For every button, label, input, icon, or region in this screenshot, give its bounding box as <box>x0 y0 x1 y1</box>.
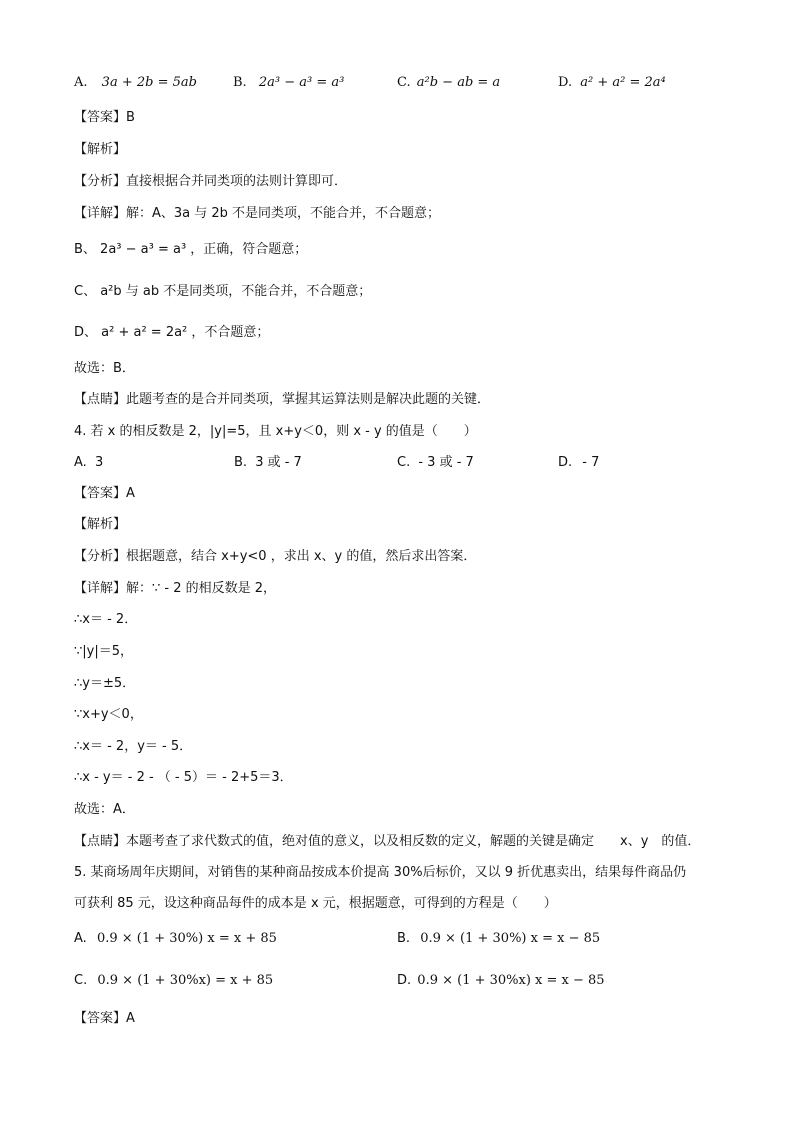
option-label: A. <box>74 931 87 946</box>
q4-option-a <box>74 454 103 472</box>
option-expression: a²b − ab = a <box>416 75 501 90</box>
option-label: B. <box>233 75 247 90</box>
q3-xiangjie: 【详解】解：A、3a 与 2b 不是同类项，不能合并，不合题意； <box>74 206 441 221</box>
option-label: D. <box>397 973 412 988</box>
q3-option-d <box>558 74 666 92</box>
q5-option-b <box>397 930 600 948</box>
q3-dianjing: 【点睛】此题考查的是合并同类项，掌握其运算法则是解决此题的关键． <box>74 392 491 407</box>
q5-stem-line1: 5. 某商场周年庆期间，对销售的某种商品按成本价提高 30%后标价，又以 9 折优惠卖出，结果每件商品仍 <box>74 865 687 880</box>
q4-fenxi: 【分析】根据题意，结合 x+y<0 ，求出 x、y 的值，然后求出答案． <box>74 549 477 564</box>
option-text: 3 <box>94 455 104 470</box>
q5-answer: 【答案】A <box>74 1011 135 1026</box>
q4-option-b <box>234 454 302 472</box>
q4-step-1: ∴x＝ - 2． <box>74 612 138 627</box>
option-text: - 7 <box>582 455 600 470</box>
q5-option-a <box>74 930 277 948</box>
q4-step-5: ∴x＝ - 2，y＝ - 5． <box>74 739 193 754</box>
q4-answer: 【答案】A <box>74 486 135 501</box>
option-label: B. <box>397 931 411 946</box>
option-label: C. <box>397 75 411 90</box>
option-label: A. <box>74 75 88 90</box>
q4-step-2: ∵|y|＝5， <box>74 644 133 659</box>
option-expression: a² + a² = 2a⁴ <box>580 75 666 90</box>
option-label: D. <box>558 455 573 470</box>
option-expression: 0.9 × (1 + 30%x) x = x − 85 <box>417 973 605 988</box>
q3-choose: 故选：B． <box>74 361 135 376</box>
q4-step-4: ∵x+y＜0， <box>74 707 143 722</box>
option-expression: 0.9 × (1 + 30%) x = x − 85 <box>420 931 601 946</box>
q5-stem-line2: 可获利 85 元，设这种商品每件的成本是 x 元，根据题意，可得到的方程是（ ） <box>74 896 557 911</box>
q5-option-c <box>74 972 273 990</box>
q4-analysis-header: 【解析】 <box>74 517 127 532</box>
option-label: D. <box>558 75 573 90</box>
q3-detail-d: D、 a² + a² = 2a² ，不合题意； <box>74 325 270 340</box>
option-label: C. <box>397 455 411 470</box>
q4-step-6: ∴x - y＝ - 2 - （ - 5）＝ - 2+5＝3． <box>74 770 293 785</box>
q3-detail-c: C、 a²b 与 ab 不是同类项，不能合并，不合题意； <box>74 284 372 299</box>
option-text: 3 或 - 7 <box>255 455 302 470</box>
option-label: B. <box>234 455 248 470</box>
q3-answer: 【答案】B <box>74 110 135 125</box>
q5-option-d <box>397 972 605 990</box>
q4-stem: 4. 若 x 的相反数是 2，|y|=5，且 x+y＜0，则 x - y 的值是（ ） <box>74 424 477 439</box>
q3-analysis-header: 【解析】 <box>74 142 127 157</box>
option-expression: 3a + 2b = 5ab <box>101 75 197 90</box>
q4-dianjing: 【点睛】本题考查了求代数式的值，绝对值的意义，以及相反数的定义，解题的关键是确定 x、y 的值． <box>74 834 701 849</box>
q4-option-c <box>397 454 474 472</box>
q3-detail-b: B、 2a³ − a³ = a³ ，正确，符合题意； <box>74 242 308 257</box>
q4-step-3: ∴y＝±5． <box>74 676 136 691</box>
option-label: C. <box>74 973 88 988</box>
q4-choose: 故选：A． <box>74 802 135 817</box>
q4-xiangjie: 【详解】解：∵ - 2 的相反数是 2， <box>74 581 277 596</box>
option-expression: 2a³ − a³ = a³ <box>258 75 345 90</box>
q3-option-b <box>233 74 344 92</box>
q3-option-a <box>74 74 197 92</box>
option-text: - 3 或 - 7 <box>418 455 474 470</box>
option-expression: 0.9 × (1 + 30%) x = x + 85 <box>96 931 277 946</box>
q4-option-d <box>558 454 599 472</box>
option-expression: 0.9 × (1 + 30%x) = x + 85 <box>97 973 274 988</box>
q3-option-c <box>397 74 500 92</box>
q3-fenxi: 【分析】直接根据合并同类项的法则计算即可． <box>74 174 348 189</box>
option-label: A. <box>74 455 87 470</box>
